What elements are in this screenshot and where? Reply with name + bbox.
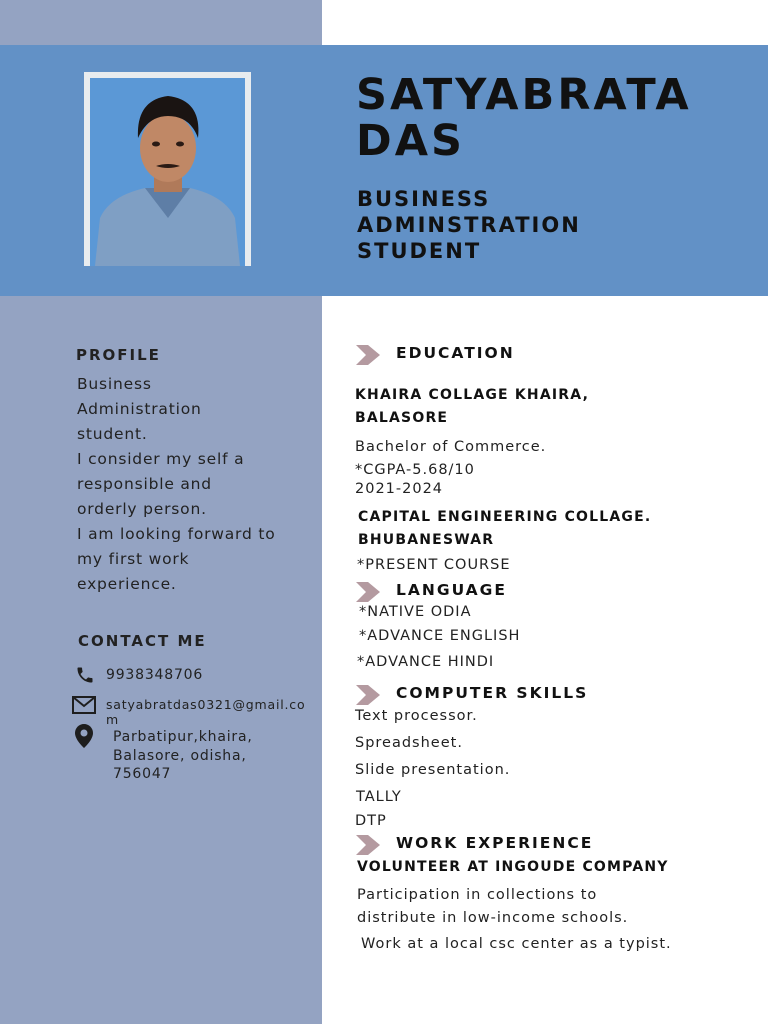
contact-email[interactable]: satyabratdas0321@gmail.co m — [106, 697, 306, 727]
cgpa-text: *CGPA-5.68/10 — [355, 462, 475, 478]
language-item: *ADVANCE ENGLISH — [359, 628, 521, 644]
work-line: distribute in low-income schools. — [357, 910, 629, 926]
work-line: Participation in collections to — [357, 887, 598, 903]
college1-name: KHAIRA COLLAGE KHAIRA, BALASORE — [355, 387, 590, 426]
profile-heading: PROFILE — [76, 346, 161, 364]
language-item: *NATIVE ODIA — [359, 604, 472, 620]
contact-heading: CONTACT ME — [78, 632, 207, 650]
profile-photo — [84, 72, 251, 266]
contact-address: Parbatipur,khaira, Balasore, odisha, 756047 — [113, 729, 253, 782]
skill-item: TALLY — [356, 789, 402, 805]
work-heading: WORK EXPERIENCE — [396, 834, 594, 852]
phone-icon — [75, 665, 95, 685]
skill-item: Slide presentation. — [355, 762, 511, 778]
location-pin-icon — [75, 724, 93, 748]
years-text: 2021-2024 — [355, 481, 444, 497]
skill-item: Text processor. — [355, 708, 478, 724]
resume-name: SATYABRATA DAS — [356, 70, 692, 166]
profile-text: Business Administration student. I consider my self a responsible and orderly person. I am looking forward to my first work experience. — [77, 375, 276, 593]
present-course-text: *PRESENT COURSE — [357, 557, 511, 573]
work-line: Work at a local csc center as a typist. — [361, 936, 672, 952]
chevron-right-icon — [356, 582, 380, 602]
work-title: VOLUNTEER AT INGOUDE COMPANY — [357, 859, 669, 875]
education-heading: EDUCATION — [396, 344, 515, 362]
chevron-right-icon — [356, 835, 380, 855]
language-heading: LANGUAGE — [396, 581, 507, 599]
degree-text: Bachelor of Commerce. — [355, 439, 547, 455]
language-item: *ADVANCE HINDI — [357, 654, 495, 670]
college2-name: CAPITAL ENGINEERING COLLAGE. BHUBANESWAR — [358, 509, 652, 548]
chevron-right-icon — [356, 685, 380, 705]
resume-subtitle: BUSINESS ADMINSTRATION STUDENT — [357, 187, 581, 263]
mail-icon — [72, 696, 96, 714]
skills-heading: COMPUTER SKILLS — [396, 684, 589, 702]
chevron-right-icon — [356, 345, 380, 365]
contact-phone[interactable]: 9938348706 — [106, 667, 204, 683]
skill-item: DTP — [355, 813, 387, 829]
skill-item: Spreadsheet. — [355, 735, 463, 751]
